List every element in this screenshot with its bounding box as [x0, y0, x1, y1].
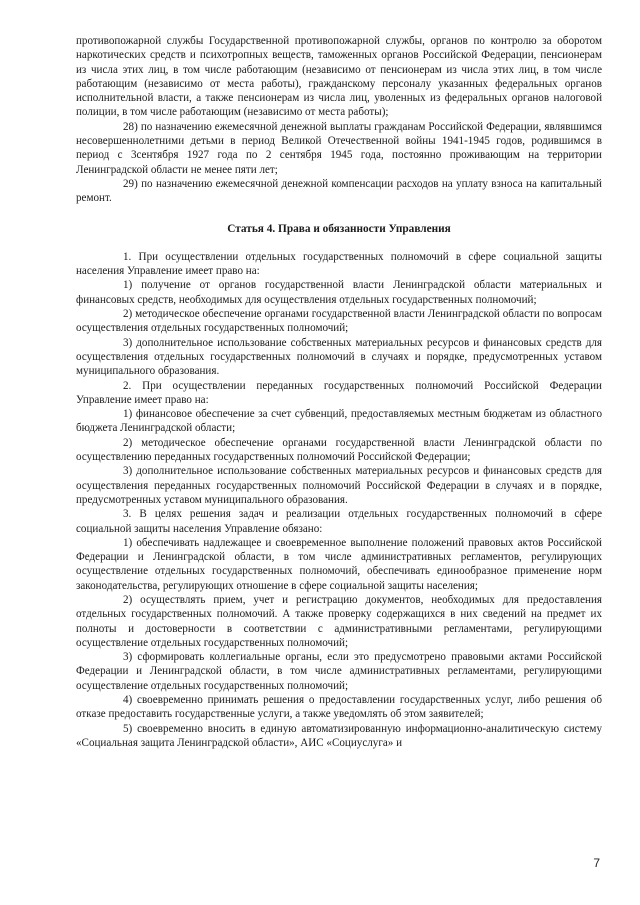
paragraph-section-2-item-3: 3) дополнительное использование собственных материальных ресурсов и финансовых средств для осуществления переданных государственных полномочий Российской Федерации в случаях и в порядке, предусмотренных уставом муниципального образования.: [76, 465, 602, 506]
paragraph-section-3-item-2: 2) осуществлять прием, учет и регистрацию документов, необходимых для предоставления отдельных государственных полномочий. А также проверку содержащихся в них сведений на предмет их полноты и достоверности в соответствии с административными регламентами, регулирующими осуществление отдельных государственных полномочий;: [76, 593, 602, 649]
paragraph-item-29: 29) по назначению ежемесячной денежной компенсации расходов на уплату взноса на капитальный ремонт.: [76, 177, 602, 205]
paragraph-section-2: 2. При осуществлении переданных государственных полномочий Российской Федерации Управление имеет право на:: [76, 379, 602, 406]
paragraph-section-3-item-5: 5) своевременно вносить в единую автоматизированную информационно-аналитическую систему «Социальная защита Ленинградской области», АИС «Социуслуга» и: [76, 722, 602, 749]
paragraph-section-2-item-1: 1) финансовое обеспечение за счет субвенций, предоставляемых местным бюджетам из областного бюджета Ленинградской области;: [76, 408, 602, 435]
paragraph-section-3: 3. В целях решения задач и реализации отдельных государственных полномочий в сфере социальной защиты населения Управление обязано:: [76, 508, 602, 535]
paragraph-section-2-item-2: 2) методическое обеспечение органами государственной власти Ленинградской области по осуществлению переданных государственных полномочий Российской Федерации;: [76, 436, 602, 464]
page-number: 7: [593, 856, 600, 870]
paragraph-section-1: 1. При осуществлении отдельных государственных полномочий в сфере социальной защиты населения Управление имеет право на:: [76, 250, 602, 278]
document-page: [76, 34, 602, 750]
paragraph-section-1-item-3: 3) дополнительное использование собственных материальных ресурсов и финансовых средств для осуществления отдельных государственных полномочий в случаях и порядке, предусмотренных уставом муниципального образования.: [76, 336, 602, 378]
paragraph-section-3-item-4: 4) своевременно принимать решения о предоставлении государственных услуг, либо решения об отказе предоставить государственные услуги, а также уведомлять об этом заявителей;: [76, 694, 602, 721]
paragraph-section-3-item-1: 1) обеспечивать надлежащее и своевременное выполнение положений правовых актов Российской Федерации и Ленинградской области, в том числе административных регламентов, регулирующих осуществление отдельных государственных полномочий, обеспечивать единообразное применение норм законодательства, регулирующих отношение в сфере социальной защиты населения;: [76, 536, 602, 592]
article-heading: Статья 4. Права и обязанности Управления: [227, 222, 451, 235]
paragraph-section-1-item-2: 2) методическое обеспечение органами государственной власти Ленинградской области по вопросам осуществления отдельных государственных полномочий;: [76, 308, 602, 335]
paragraph-section-1-item-1: 1) получение от органов государственной власти Ленинградской области материальных и финансовых средств, необходимых для осуществления отдельных государственных полномочий;: [76, 279, 602, 306]
paragraph-section-3-item-3: 3) сформировать коллегиальные органы, если это предусмотрено правовыми актами Российской Федерации и Ленинградской области, в том числе административных регламентами, регулирующими осуществление отдельных государственных полномочий;: [76, 651, 602, 692]
paragraph-item-28: 28) по назначению ежемесячной денежной выплаты гражданам Российской Федерации, являвшимся несовершеннолетними детьми в период Великой Отечественной войны 1941-1945 годов, родившимся в период с 3сентября 1927 года по 2 сентября 1945 года, постоянно проживающим на территории Ленинградской области не менее пяти лет;: [76, 120, 602, 176]
paragraph-continuation: противопожарной службы Государственной противопожарной службы, органов по контролю за оборотом наркотических средств и психотропных веществ, таможенных органов Российской Федерации, пенсионерам из числа этих лиц, в том числе работающим (независимо от пенсионерам из числа этих лиц, в том числе работающим (независимо от места работы), гражданскому персоналу указанных федеральных органов исполнительной власти, а также пенсионерам из числа лиц, уволенных из федеральных органов налоговой полиции, в том числе работающим (независимо от места работы);: [76, 35, 602, 119]
